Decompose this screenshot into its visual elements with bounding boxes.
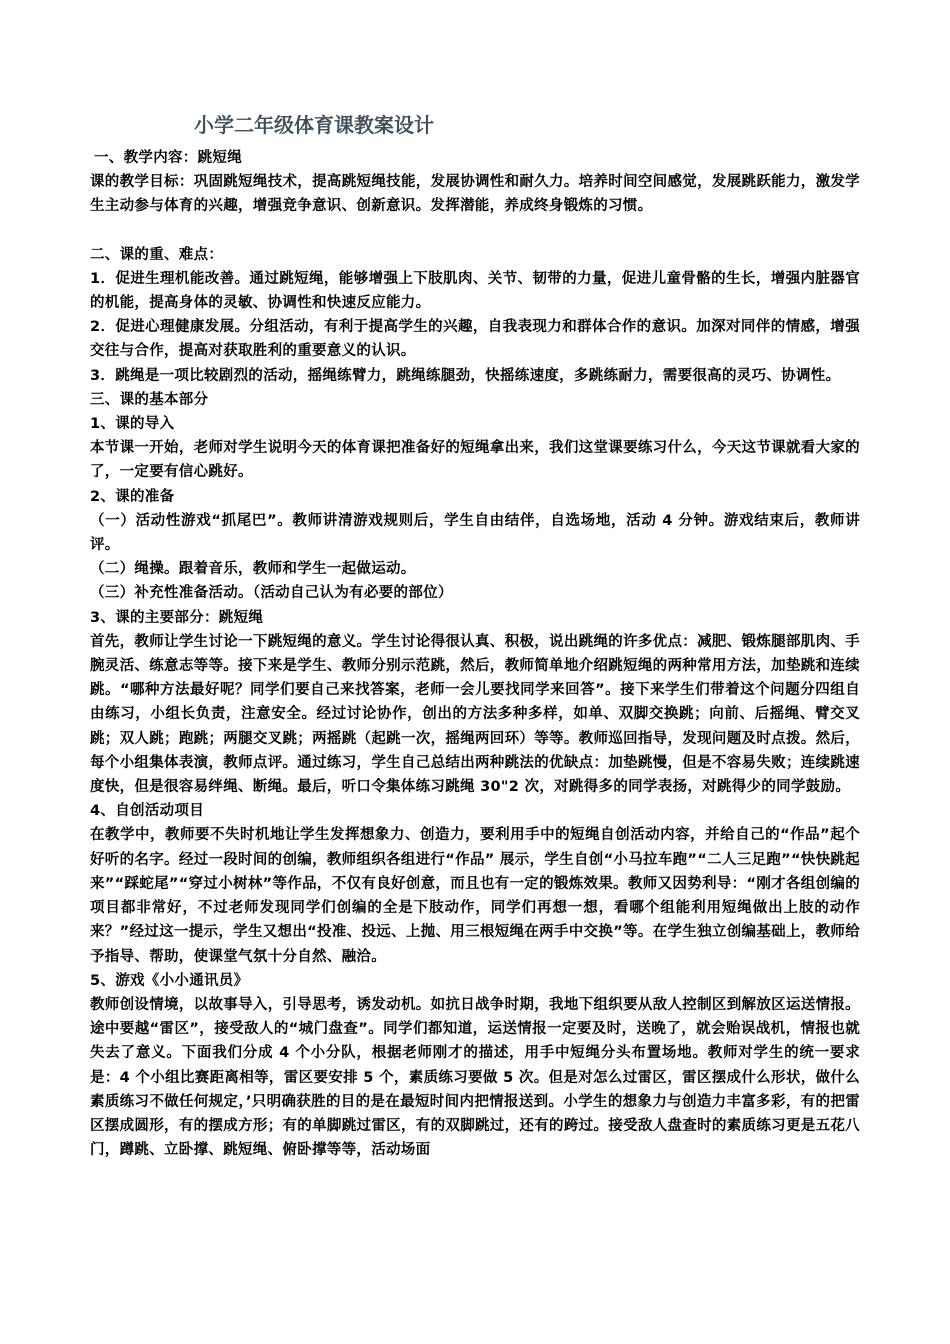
key-point-3: 3．跳绳是一项比较剧烈的活动，摇绳练臂力，跳绳练腿劲，快摇练速度，多跳练耐力，需要很高的灵巧、协调性。 — [90, 367, 841, 384]
subsection-intro-text: 本节课一开始，老师对学生说明今天的体育课把准备好的短绳拿出来，我们这堂课要练习什么，今天这节课就看大家的了，一定要有信心跳好。 — [90, 440, 860, 481]
prep-item-1: （一）活动性游戏“抓尾巴”。教师讲清游戏规则后，学生自由结伴，自选场地，活动 4 分钟。游戏结束后，教师讲评。 — [90, 512, 860, 554]
subsection-creative-heading: 4、自创活动项目 — [90, 803, 204, 820]
section-3-heading: 三、课的基本部分 — [90, 391, 209, 408]
section-2-heading: 二、课的重、难点： — [90, 246, 224, 263]
subsection-game-text: 教师创设情境，以故事导入，引导思考，诱发动机。如抗日战争时期，我地下组织要从敌人控制区到解放区运送情报。途中要越“雷区”，接受敌人的“城门盘查”。同学们都知道，运送情报一定要及时，送晚了，就会贻误战机，情报也就失去了意义。下面我们分成 4 个小分队，根据老师刚才的描述，用手中短绳分头布置场地。教师对学生的统一要求是：4 个小组比赛距离相等，雷区要安排 5 个，素质练习要做 5 次。但是对怎么过雷区，雷区摆成什么形状，做什么素质练习不做任何规定，’只明确获胜的目的是在最短时间内把情报送到。小学生的想象力与创造力丰富多彩，有的把雷区摆成圆形，有的摆成方形；有的单脚跳过雷区，有的双脚跳过，还有的跨过。接受敌人盘查时的素质练习更是五花八门，蹲跳、立卧撑、跳短绳、俯卧撑等等，活动场面 — [90, 996, 860, 1159]
blank-line — [90, 219, 860, 243]
subsection-creative-text: 在教学中，教师要不失时机地让学生发挥想象力、创造力，要利用手中的短绳自创活动内容，并给自己的“作品”起个好听的名字。经过一段时间的创编，教师组织各组进行“作品” 展示，学生自创“小马拉车跑”“二人三足跑”“快快跳起来”“踩蛇尾”“穿过小树林”等作品，不仅有良好创意，而且也有一定的锻炼效果。教师又因势利导：“刚才各组创编的项目都非常好，不过老师发现同学们创编的全是下肢动作，同学们再想一想，看哪个组能利用短绳做出上肢的动作来？”经过这一提示，学生又想出“投准、投远、上抛、用三根短绳在两手中交换”等。在学生独立创编基础上，教师给予指导、帮助，使课堂气氛十分自然、融洽。 — [90, 827, 860, 965]
subsection-prep-heading: 2、课的准备 — [90, 488, 175, 505]
prep-item-3: （三）补充性准备活动。（活动自己认为有必要的部位） — [90, 585, 453, 602]
section-1-heading: 一、教学内容：跳短绳 — [94, 150, 242, 166]
document-title: 小学二年级体育课教案设计 — [194, 113, 434, 137]
document-page — [90, 108, 860, 1162]
key-point-1: 1．促进生理机能改善。通过跳短绳，能够增强上下肢肌肉、关节、韧带的力量，促进儿童骨骼的生长，增强内脏器官的机能，提高身体的灵敏、协调性和快速反应能力。 — [90, 270, 860, 312]
subsection-intro-heading: 1、课的导入 — [90, 416, 175, 433]
subsection-main-heading: 3、课的主要部分：跳短绳 — [90, 609, 264, 626]
prep-item-2: （二）绳操。跟着音乐，教师和学生一起做运动。 — [90, 561, 416, 578]
key-point-2: 2．促进心理健康发展。分组活动，有利于提高学生的兴趣，自我表现力和群体合作的意识。加深对同伴的情感，增强交往与合作，提高对获取胜利的重要意义的认识。 — [90, 319, 860, 360]
subsection-main-text: 首先，教师让学生讨论一下跳短绳的意义。学生讨论得很认真、积极，说出跳绳的许多优点：减肥、锻炼腿部肌肉、手腕灵活、练意志等等。接下来是学生、教师分别示范跳，然后，教师简单地介绍跳短绳的两种常用方法，加垫跳和连续跳。“哪种方法最好呢？同学们要自己来找答案，老师一会儿要找同学来回答”。接下来学生们带着这个问题分四组自由练习，小组长负责，注意安全。经过讨论协作，创出的方法多种多样，如单、双脚交换跳；向前、后摇绳、臂交叉跳；双人跳；跑跳；两腿交叉跳；两摇跳（起跳一次，摇绳两回环）等等。教师巡回指导，发现问题及时点拨。然后，每个小组集体表演，教师点评。通过练习，学生自己总结出两种跳法的优缺点：加垫跳慢，但是不容易失败；连续跳速度快，但是很容易绊绳、断绳。最后，听口令集体练习跳绳 30"2 次，对跳得多的同学表扬，对跳得少的同学鼓励。 — [90, 633, 860, 796]
subsection-game-heading: 5、游戏《小小通讯员》 — [90, 972, 249, 989]
teaching-goal-paragraph: 课的教学目标：巩固跳短绳技术，提高跳短绳技能，发展协调性和耐久力。培养时间空间感觉，发展跳跃能力，激发学生主动参与体育的兴趣，增强竞争意识、创新意识。发挥潜能，养成终身锻炼的习惯。 — [90, 174, 860, 215]
